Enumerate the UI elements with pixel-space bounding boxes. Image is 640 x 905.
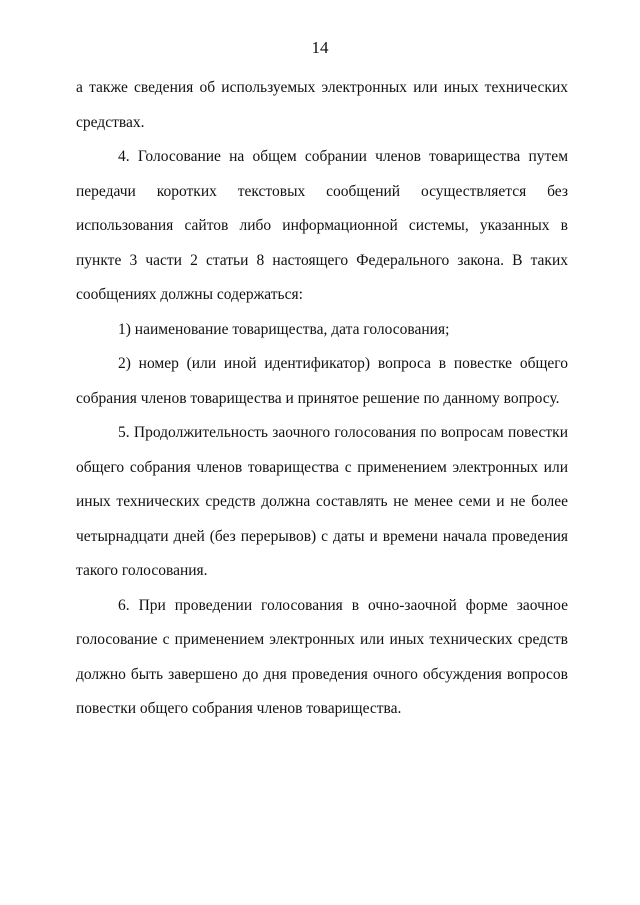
paragraph-item-4: 4. Голосование на общем собрании членов товарищества путем передачи коротких текстовых сообщений осуществляется без использования сайтов либо информационной системы, указанных в пункте 3 части 2 статьи 8 настоящего Федерального закона. В таких сообщениях должны содержаться:: [76, 148, 568, 303]
paragraph-item-6: 6. При проведении голосования в очно-заочной форме заочное голосование с применением электронных или иных технических средств должно быть завершено до дня проведения очного обсуждения вопросов повестки общего собрания членов товарищества.: [76, 596, 568, 717]
paragraph-item-5: 5. Продолжительность заочного голосования по вопросам повестки общего собрания членов товарищества с применением электронных или иных технических средств должна составлять не менее семи и не более четырнадцати дней (без перерывов) с даты и времени начала проведения такого голосования.: [76, 424, 568, 579]
paragraph-continuation: а также сведения об используемых электронных или иных технических средствах.: [76, 79, 568, 131]
document-body: [76, 71, 568, 727]
page-number: 14: [311, 38, 329, 57]
subitem-2: 2) номер (или иной идентификатор) вопроса в повестке общего собрания членов товарищества и принятое решение по данному вопросу.: [76, 355, 568, 407]
subitem-1: 1) наименование товарищества, дата голосования;: [118, 320, 450, 338]
